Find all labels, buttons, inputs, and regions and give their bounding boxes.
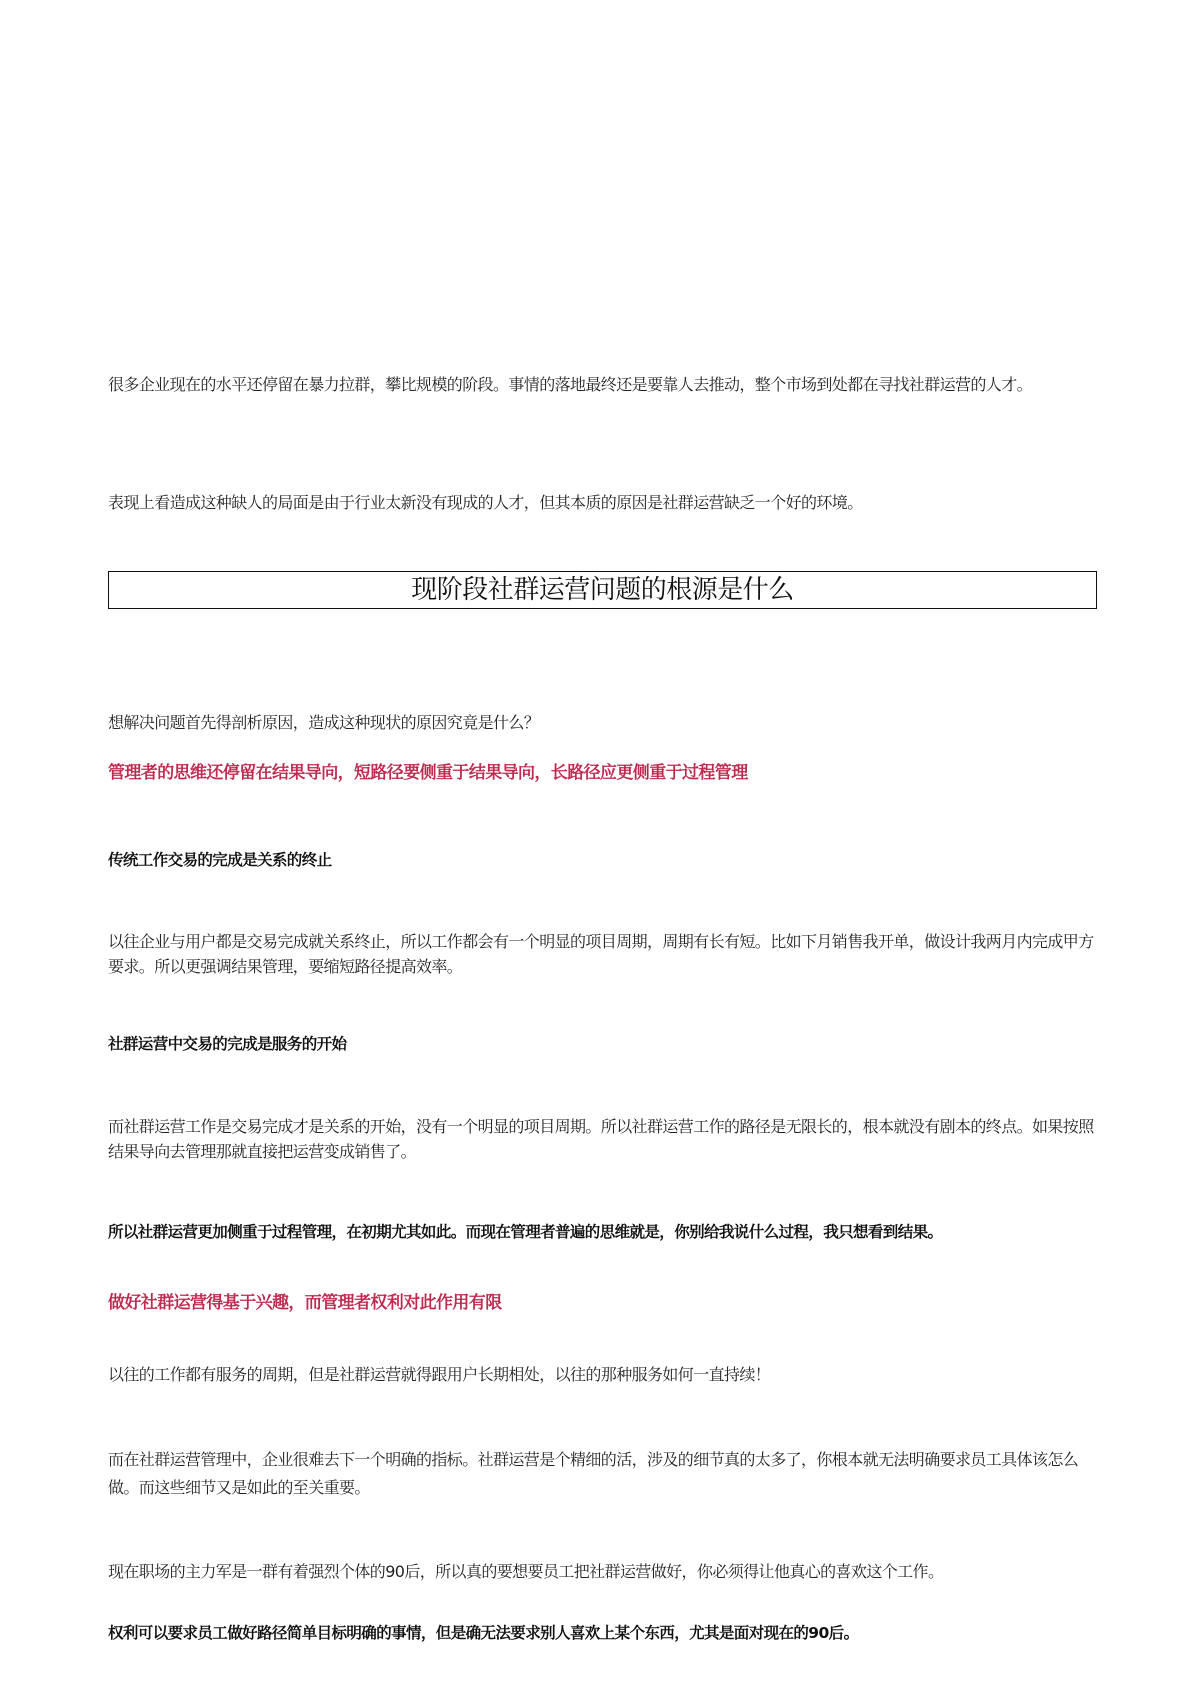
intro-paragraph-1: 很多企业现在的水平还停留在暴力拉群，攀比规模的阶段。事情的落地最终还是要靠人去推动，整个市场到处都在寻找社群运营的人才。 [108,375,1033,394]
bold-heading-2: 社群运营中交易的完成是服务的开始 [108,1035,347,1053]
question-paragraph: 想解决问题首先得剖析原因，造成这种现状的原因究竟是什么？ [108,713,540,732]
section-title: 现阶段社群运营问题的根源是什么 [411,575,794,605]
section-title-box [108,571,1097,609]
bold-paragraph-3: 所以社群运营更加侧重于过程管理，在初期尤其如此。而现在管理者普遍的思维就是，你别给我说什么过程，我只想看到结果。 [108,1223,943,1241]
intro-paragraph-2: 表现上看造成这种缺人的局面是由于行业太新没有现成的人才，但其本质的原因是社群运营缺乏一个好的环境。 [108,493,863,512]
paragraph-5: 而在社群运营管理中，企业很难去下一个明确的指标。社群运营是个精细的活，涉及的细节真的太多了，你根本就无法明确要求员工具体该怎么做。而这些细节又是如此的至关重要。 [108,1450,1079,1497]
paragraph-1: 以往企业与用户都是交易完成就关系终止，所以工作都会有一个明显的项目周期，周期有长有短。比如下月销售我开单，做设计我两月内完成甲方要求。所以更强调结果管理，要缩短路径提高效率。 [108,932,1094,976]
paragraph-2: 而社群运营工作是交易完成才是关系的开始，没有一个明显的项目周期。所以社群运营工作的路径是无限长的，根本就没有剧本的终点。如果按照结果导向去管理那就直接把运营变成销售了。 [108,1117,1094,1161]
bold-heading-1: 传统工作交易的完成是关系的终止 [108,851,332,869]
paragraph-6: 现在职场的主力军是一群有着强烈个体的90后，所以真的要想要员工把社群运营做好，你必须得让他真心的喜欢这个工作。 [108,1562,944,1581]
bold-paragraph-7: 权利可以要求员工做好路径简单目标明确的事情，但是确无法要求别人喜欢上某个东西，尤其是面对现在的90后。 [108,1624,859,1642]
red-heading-1: 管理者的思维还停留在结果导向，短路径要侧重于结果导向，长路径应更侧重于过程管理 [108,763,748,783]
red-heading-2: 做好社群运营得基于兴趣，而管理者权利对此作用有限 [108,1293,502,1313]
paragraph-4: 以往的工作都有服务的周期，但是社群运营就得跟用户长期相处，以往的那种服务如何一直持续！ [108,1365,771,1384]
